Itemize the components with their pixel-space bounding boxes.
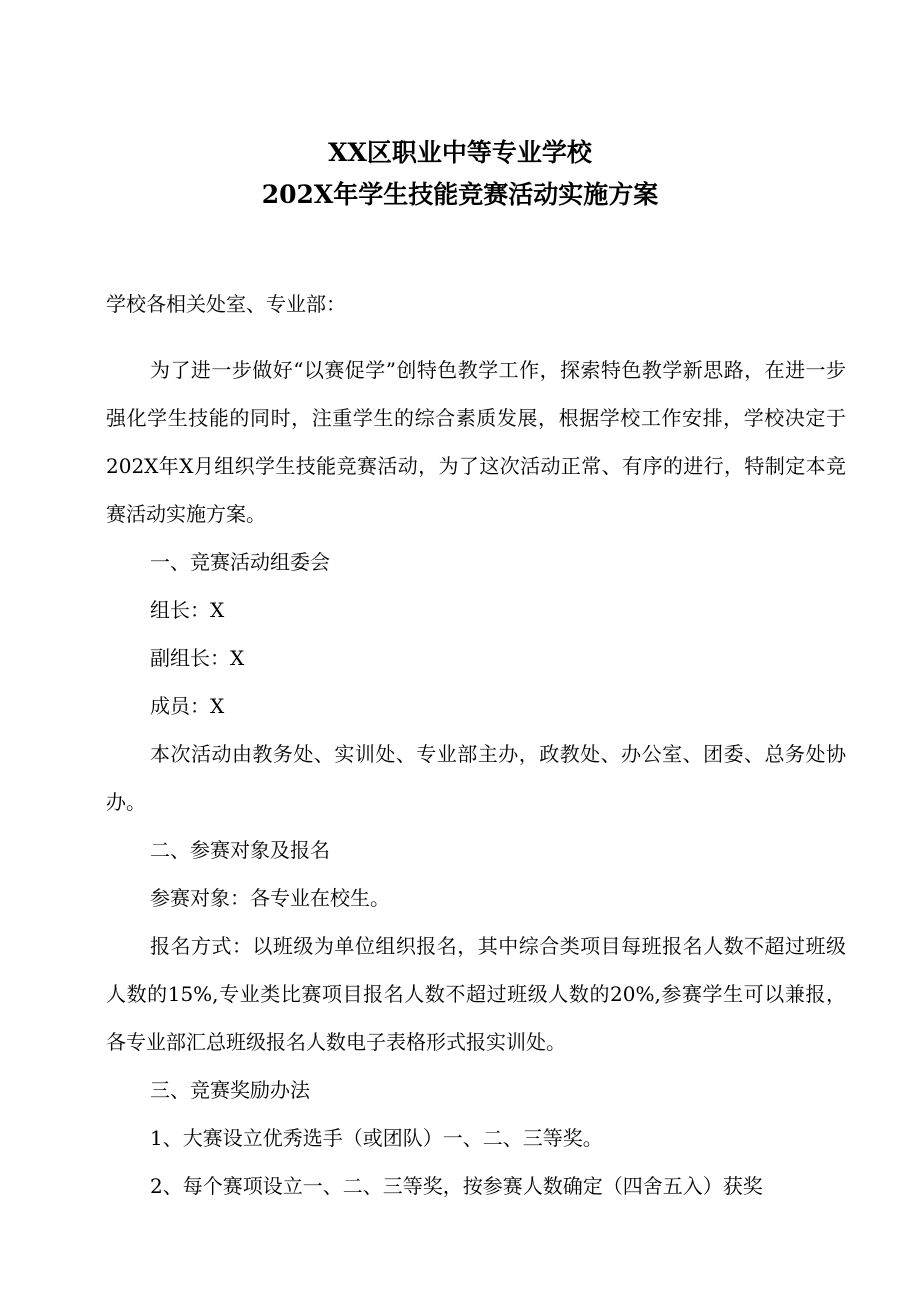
award-item-1: 1、大赛设立优秀选手（或团队）一、二、三等奖。 — [150, 1126, 603, 1150]
document-body — [106, 280, 846, 1210]
organizers-paragraph: 本次活动由教务处、实训处、专业部主办，政教处、办公室、团委、总务处协办。 — [106, 742, 846, 814]
section-heading-participants: 二、参赛对象及报名 — [150, 838, 330, 862]
section-heading-awards: 三、竞赛奖励办法 — [150, 1078, 310, 1102]
committee-leader: 组长：X — [150, 598, 225, 622]
title-school-name: XX区职业中等专业学校 — [328, 138, 592, 167]
document-title — [0, 132, 920, 216]
title-plan-name: 202X年学生技能竞赛活动实施方案 — [261, 180, 659, 209]
registration-paragraph: 报名方式：以班级为单位组织报名，其中综合类项目每班报名人数不超过班级人数的15%,专业类比赛项目报名人数不超过班级人数的20%,参赛学生可以兼报，各专业部汇总班级报名人数电子表格形式报实训处。 — [106, 934, 846, 1054]
committee-members: 成员：X — [150, 694, 225, 718]
salutation: 学校各相关处室、专业部： — [106, 292, 346, 316]
section-heading-committee: 一、竞赛活动组委会 — [150, 550, 330, 574]
intro-paragraph: 为了进一步做好“以赛促学”创特色教学工作，探索特色教学新思路，在进一步强化学生技能的同时，注重学生的综合素质发展，根据学校工作安排，学校决定于202X年X月组织学生技能竞赛活动，为了这次活动正常、有序的进行，特制定本竞赛活动实施方案。 — [106, 358, 846, 526]
committee-deputy-leader: 副组长：X — [150, 646, 245, 670]
participants-paragraph: 参赛对象：各专业在校生。 — [150, 886, 390, 910]
award-item-2: 2、每个赛项设立一、二、三等奖，按参赛人数确定（四舍五入）获奖 — [150, 1174, 763, 1198]
